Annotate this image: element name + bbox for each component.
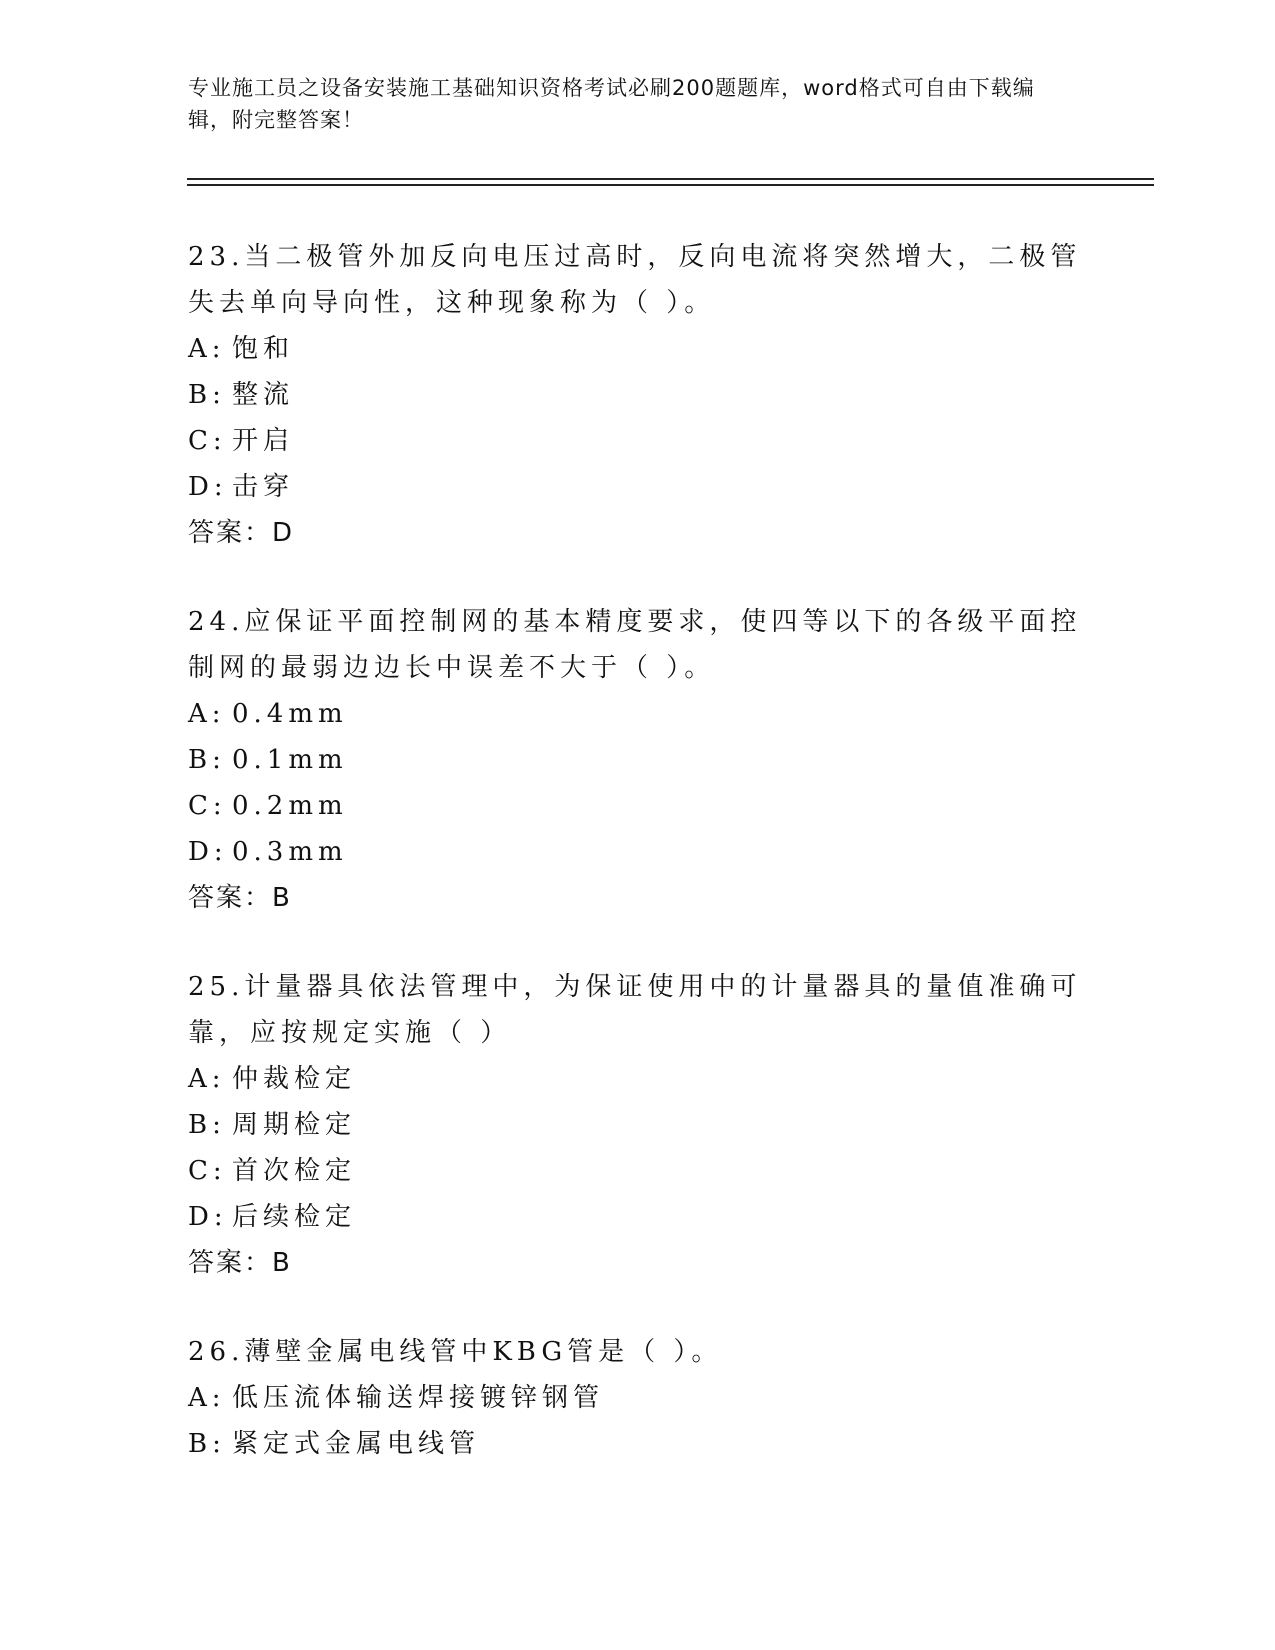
option-b [188,1421,1088,1467]
option-key: A: [188,334,226,364]
option-key: D: [188,1202,228,1232]
option-text: 0.4mm [232,699,348,729]
option-c [188,1148,1088,1194]
header-divider-bottom [187,184,1154,186]
option-key: C: [188,1156,227,1186]
option-text: 整流 [232,380,295,410]
option-key: B: [188,1110,226,1140]
option-b [188,372,1088,418]
option-a [188,1056,1088,1102]
answer-line: 答案：D [188,518,295,548]
option-key: A: [188,1064,226,1094]
answer-line: 答案：B [188,883,292,913]
option-key: B: [188,380,226,410]
option-text: 击穿 [232,472,295,502]
question-stem: 24.应保证平面控制网的基本精度要求，使四等以下的各级平面控制网的最弱边边长中误差不大于（ ）。 [188,607,1082,683]
option-key: D: [188,837,228,867]
option-text: 后续检定 [232,1202,357,1232]
question-stem: 25.计量器具依法管理中，为保证使用中的计量器具的量值准确可靠，应按规定实施（ ） [188,972,1082,1048]
option-d [188,829,1088,875]
option-text: 0.3mm [232,837,348,867]
document-intro: 专业施工员之设备安装施工基础知识资格考试必刷200题题库，word格式可自由下载编辑，附完整答案！ [188,76,1035,132]
option-key: C: [188,426,227,456]
option-text: 0.2mm [232,791,348,821]
option-key: A: [188,699,226,729]
question-stem: 26.薄壁金属电线管中KBG管是（ ）。 [188,1337,723,1367]
question-stem: 23.当二极管外加反向电压过高时，反向电流将突然增大，二极管失去单向导向性，这种现象称为（ ）。 [188,242,1082,318]
option-d [188,1194,1088,1240]
question-26 [188,1329,1088,1467]
option-text: 低压流体输送焊接镀锌钢管 [232,1383,605,1413]
answer-line: 答案：B [188,1248,292,1278]
option-c [188,418,1088,464]
option-key: B: [188,745,226,775]
question-24 [188,599,1088,921]
option-text: 首次检定 [232,1156,357,1186]
option-b [188,1102,1088,1148]
option-text: 紧定式金属电线管 [232,1429,481,1459]
option-text: 仲裁检定 [232,1064,357,1094]
question-25 [188,964,1088,1286]
option-key: B: [188,1429,226,1459]
option-a [188,1375,1088,1421]
option-a [188,691,1088,737]
option-text: 0.1mm [232,745,348,775]
option-key: D: [188,472,228,502]
option-text: 周期检定 [232,1110,357,1140]
option-c [188,783,1088,829]
option-text: 饱和 [232,334,295,364]
option-d [188,464,1088,510]
header-divider-top [187,178,1154,180]
option-a [188,326,1088,372]
option-b [188,737,1088,783]
option-key: C: [188,791,227,821]
option-text: 开启 [232,426,295,456]
option-key: A: [188,1383,226,1413]
question-23 [188,234,1088,556]
